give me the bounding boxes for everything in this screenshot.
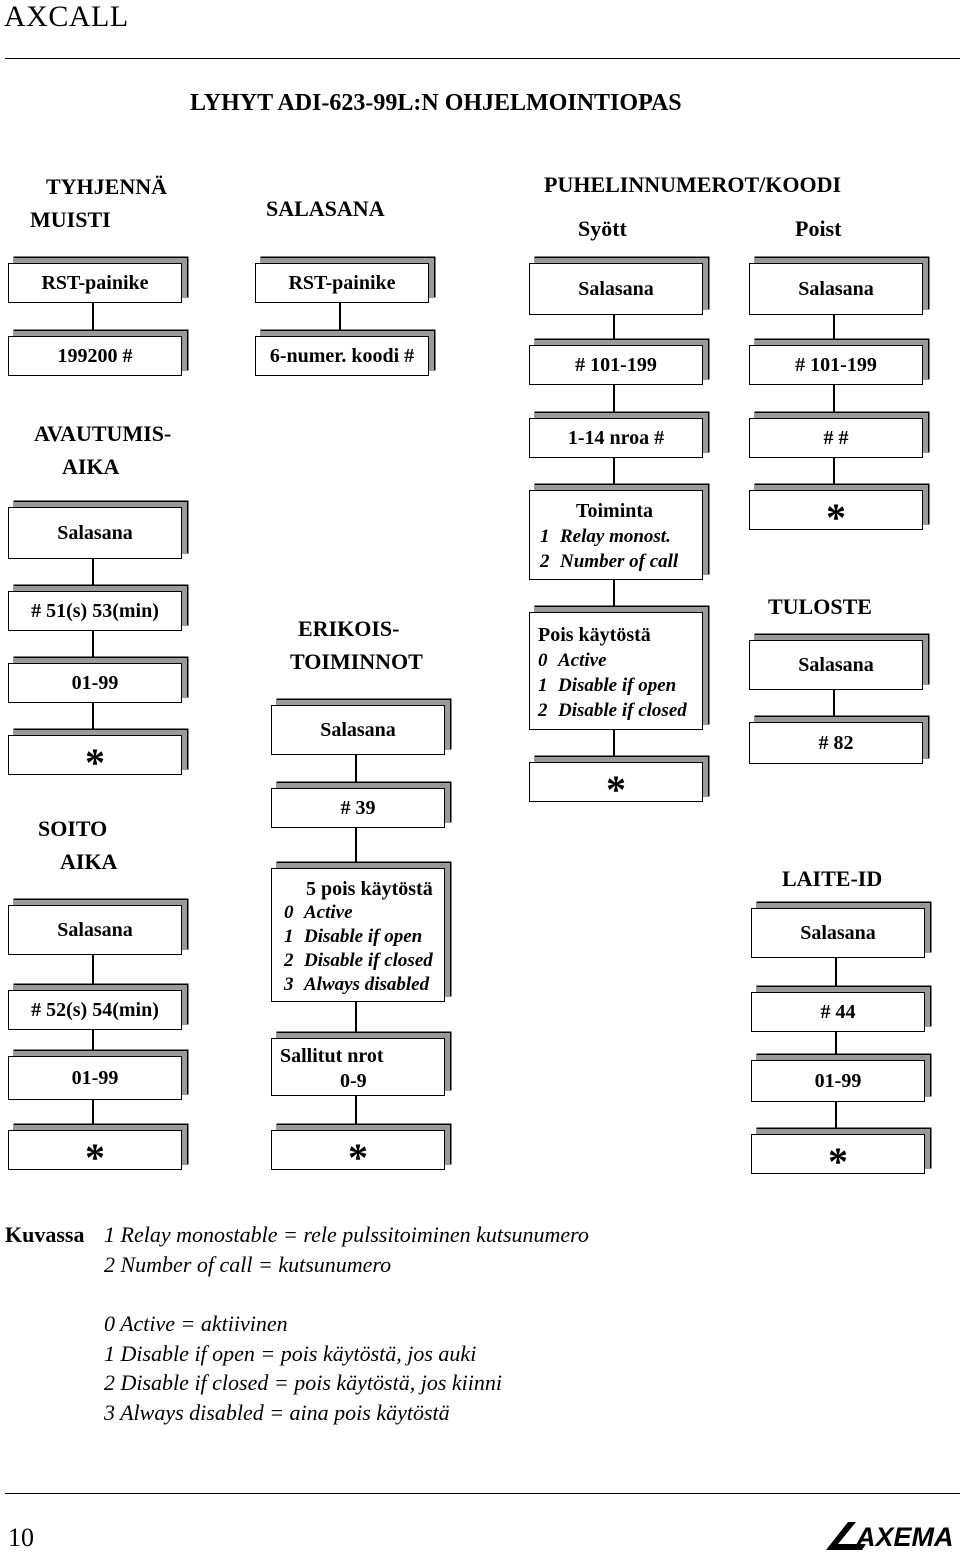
heading-tyhjenna-1: TYHJENNÄ <box>46 174 168 199</box>
heading-tuloste: TULOSTE <box>768 594 872 619</box>
legend-line: 1 Disable if open = pois käytöstä, jos auki <box>104 1341 477 1366</box>
option-label: Relay monost. <box>560 526 671 547</box>
page-number: 10 <box>8 1523 34 1552</box>
option-label: Always disabled <box>304 974 430 995</box>
syott-box-salasana: Salasana <box>529 263 703 315</box>
tyhjenna-box-rst: RST-painike <box>8 263 182 303</box>
pois-title: Pois käytöstä <box>538 624 651 646</box>
page-title: LYHYT ADI-623-99L:N OHJELMOINTIOPAS <box>190 90 682 116</box>
star-symbol: * <box>85 1135 105 1180</box>
erikois-star <box>271 1130 445 1180</box>
laite-star <box>751 1134 925 1184</box>
syott-box-pois <box>529 612 703 730</box>
salasana-box-rst: RST-painike <box>255 263 429 303</box>
connector <box>92 559 94 591</box>
connector <box>613 385 615 418</box>
poist-star <box>749 490 923 540</box>
laite-box-44: # 44 <box>751 992 925 1032</box>
star-symbol: * <box>85 740 105 785</box>
avautumis-box-value: 01-99 <box>8 663 182 703</box>
option-label: Disable if open <box>558 675 677 696</box>
syott-box-101: # 101-199 <box>529 345 703 385</box>
option-number: 2 <box>538 700 548 721</box>
option-number: 1 <box>538 675 548 696</box>
brand-header: AXCALL <box>4 0 129 33</box>
connector <box>613 458 615 490</box>
option-label: Disable if closed <box>558 700 687 721</box>
heading-soito-1: SOITO <box>38 816 108 841</box>
tuloste-box-82: # 82 <box>749 722 923 764</box>
option-number: 2 <box>540 551 550 572</box>
heading-laite: LAITE-ID <box>782 866 883 891</box>
connector <box>613 315 615 345</box>
connector <box>833 385 835 418</box>
heading-erikois-1: ERIKOIS- <box>298 616 400 641</box>
sallitut-line2: 0-9 <box>340 1070 367 1092</box>
connector <box>92 955 94 990</box>
avautumis-box-code: # 51(s) 53(min) <box>8 591 182 631</box>
heading-puhelin: PUHELINNUMEROT/KOODI <box>544 172 842 197</box>
syott-box-nroa: 1-14 nroa # <box>529 418 703 458</box>
soito-box-salasana: Salasana <box>8 905 182 955</box>
star-symbol: * <box>828 1139 848 1184</box>
option-label: Active <box>304 902 353 923</box>
soito-star <box>8 1130 182 1180</box>
heading-tyhjenna-2: MUISTI <box>30 207 111 232</box>
tuloste-box-salasana: Salasana <box>749 640 923 690</box>
tyhjenna-box-code: 199200 # <box>8 336 182 376</box>
option-number: 1 <box>540 526 550 547</box>
option-number: 2 <box>284 950 294 971</box>
bottom-rule <box>5 1493 960 1494</box>
salasana-box-code: 6-numer. koodi # <box>255 336 429 376</box>
connector <box>92 303 94 336</box>
option-label: Number of call <box>560 551 679 572</box>
soito-box-code: # 52(s) 54(min) <box>8 990 182 1030</box>
option-label: Disable if closed <box>304 950 433 971</box>
star-symbol: * <box>826 495 846 540</box>
heading-erikois-2: TOIMINNOT <box>290 649 423 674</box>
erikois-box-39: # 39 <box>271 788 445 828</box>
heading-salasana: SALASANA <box>266 196 385 221</box>
connector <box>355 1002 357 1038</box>
star-symbol: * <box>348 1135 368 1180</box>
erikois-box-pois5 <box>271 868 445 1002</box>
connector <box>833 315 835 345</box>
option-number: 3 <box>284 974 294 995</box>
connector <box>835 958 837 992</box>
star-symbol: * <box>606 767 626 812</box>
option-label: Active <box>558 650 607 671</box>
connector <box>835 1032 837 1060</box>
axema-logo-graphic <box>826 1520 956 1550</box>
connector <box>339 303 341 336</box>
connector <box>355 828 357 868</box>
erikois-box-sallitut <box>271 1038 445 1096</box>
soito-box-value: 01-99 <box>8 1056 182 1100</box>
option-number: 0 <box>538 650 548 671</box>
heading-avautumis-1: AVAUTUMIS- <box>34 421 172 446</box>
laite-box-salasana: Salasana <box>751 908 925 958</box>
sallitut-line1: Sallitut nrot <box>280 1045 384 1067</box>
heading-tyhjenna <box>30 170 200 236</box>
poist-box-hash: # # <box>749 418 923 458</box>
logo-text: AXEMA <box>856 1522 954 1550</box>
heading-avautumis-2: AIKA <box>62 454 120 479</box>
heading-soito-2: AIKA <box>60 849 118 874</box>
heading-erikois <box>290 612 423 678</box>
legend-line: 2 Number of call = kutsunumero <box>104 1252 392 1277</box>
legend-line: 0 Active = aktiivinen <box>104 1311 288 1336</box>
erikois-box-salasana: Salasana <box>271 705 445 755</box>
heading-poist: Poist <box>795 216 842 241</box>
legend-line: 1 Relay monostable = rele pulssitoiminen kutsunumero <box>104 1222 589 1247</box>
connector <box>613 580 615 612</box>
syott-star <box>529 762 703 812</box>
legend-line: 3 Always disabled = aina pois käytöstä <box>104 1400 450 1425</box>
laite-box-value: 01-99 <box>751 1060 925 1102</box>
axema-logo <box>826 1520 956 1550</box>
avautumis-box-salasana: Salasana <box>8 507 182 559</box>
top-rule <box>5 58 960 59</box>
heading-syott: Syött <box>578 216 627 241</box>
option-label: Disable if open <box>304 926 423 947</box>
heading-avautumis <box>34 417 171 483</box>
pois5-title: 5 pois käytöstä <box>306 878 433 900</box>
connector <box>92 1030 94 1056</box>
heading-soito <box>38 812 117 878</box>
connector <box>355 755 357 788</box>
connector <box>833 690 835 722</box>
option-number: 1 <box>284 926 294 947</box>
legend-line: 2 Disable if closed = pois käytöstä, jos kiinni <box>104 1370 502 1395</box>
option-number: 0 <box>284 902 294 923</box>
connector <box>92 631 94 663</box>
toiminta-title: Toiminta <box>576 500 654 522</box>
poist-box-salasana: Salasana <box>749 263 923 315</box>
syott-box-toiminta <box>529 490 703 580</box>
legend-label: Kuvassa <box>5 1222 85 1247</box>
avautumis-star <box>8 735 182 785</box>
poist-box-101: # 101-199 <box>749 345 923 385</box>
